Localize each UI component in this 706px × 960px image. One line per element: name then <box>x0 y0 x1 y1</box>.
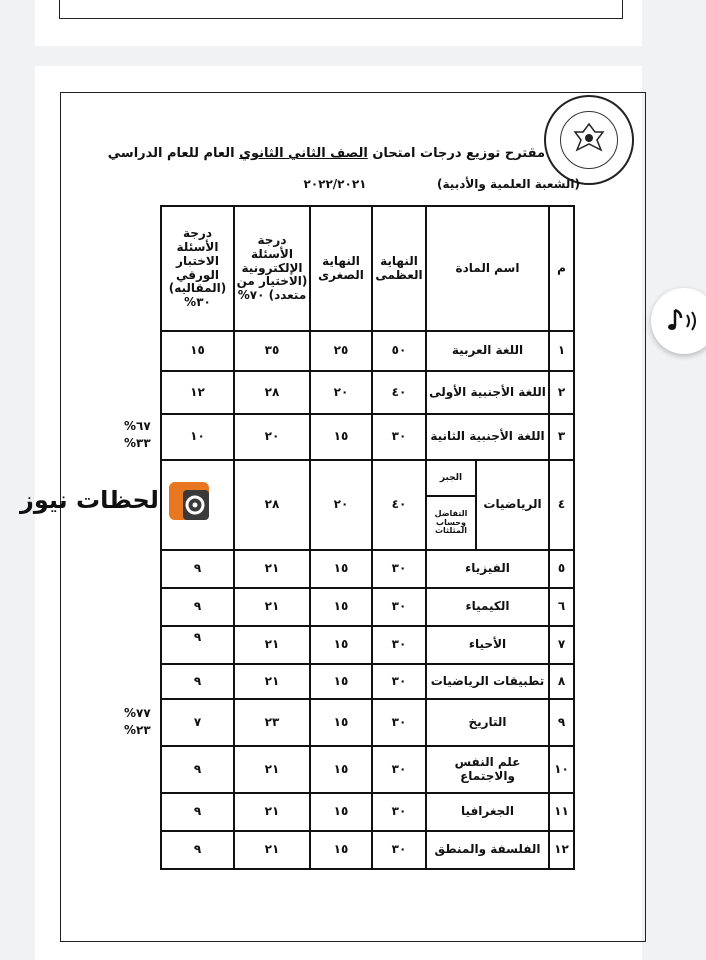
cell-electronic: ٢١ <box>234 746 310 793</box>
col-header-num: م <box>549 206 574 331</box>
table-row <box>161 626 574 664</box>
previous-card <box>35 0 642 46</box>
table-header-row <box>161 206 574 331</box>
cell-num: ٧ <box>549 626 574 664</box>
table-row <box>161 371 574 414</box>
cell-num: ١ <box>549 331 574 371</box>
cell-min: ١٥ <box>310 626 372 664</box>
cell-max: ٣٠ <box>372 588 426 626</box>
table-row <box>161 588 574 626</box>
cell-max: ٣٠ <box>372 699 426 746</box>
table-row <box>161 664 574 699</box>
cell-min: ١٥ <box>310 699 372 746</box>
cell-subject: التاريخ <box>426 699 549 746</box>
cell-max: ٣٠ <box>372 626 426 664</box>
cell-min: ١٥ <box>310 588 372 626</box>
previous-card-frame <box>59 0 623 19</box>
cell-max: ٤٠ <box>372 371 426 414</box>
cell-num: ٤ <box>549 460 574 550</box>
cell-paper: ٩ <box>161 831 234 869</box>
cell-electronic: ٢١ <box>234 626 310 664</box>
cell-min: ١٥ <box>310 550 372 588</box>
cell-paper: ٩ <box>161 550 234 588</box>
academic-year: ٢٠٢٢/٢٠٢١ <box>303 177 367 191</box>
cell-electronic: ٢٨ <box>234 460 310 550</box>
cell-min: ٢٥ <box>310 331 372 371</box>
cell-max: ٣٠ <box>372 793 426 831</box>
title-grade: الصف الثاني الثانوي <box>239 146 368 161</box>
cell-min: ١٥ <box>310 746 372 793</box>
table-row <box>161 550 574 588</box>
cell-max: ٣٠ <box>372 831 426 869</box>
cell-electronic: ٢١ <box>234 664 310 699</box>
cell-num: ١١ <box>549 793 574 831</box>
cell-subject-math <box>426 460 549 550</box>
cell-num: ١٠ <box>549 746 574 793</box>
cell-subject: تطبيقات الرياضيات <box>426 664 549 699</box>
col-header-max: النهاية العظمى <box>372 206 426 331</box>
cell-paper: ١٢ <box>161 371 234 414</box>
cell-max: ٥٠ <box>372 331 426 371</box>
grades-table <box>160 205 575 870</box>
cell-paper: ٩ <box>161 626 234 664</box>
table-row <box>161 831 574 869</box>
audio-icon <box>667 306 701 336</box>
cell-num: ٩ <box>549 699 574 746</box>
cell-subject: الفلسفة والمنطق <box>426 831 549 869</box>
cell-paper: ٩ <box>161 664 234 699</box>
cell-subject: اللغة العربية <box>426 331 549 371</box>
cell-max: ٣٠ <box>372 664 426 699</box>
cell-max: ٣٠ <box>372 414 426 460</box>
cell-min: ٢٠ <box>310 460 372 550</box>
cell-electronic: ٣٥ <box>234 331 310 371</box>
cell-electronic: ٢١ <box>234 793 310 831</box>
col-header-paper: درجة الأسئلة الاختبار الورقي (المقاليه) ٣٠% <box>161 206 234 331</box>
ministry-seal-icon <box>544 95 634 185</box>
cell-subject: علم النفس والاجتماع <box>426 746 549 793</box>
cell-min: ١٥ <box>310 793 372 831</box>
col-header-electronic: درجة الأسئلة الإلكترونية (الاختيار من متعدد) ٧٠% <box>234 206 310 331</box>
cell-electronic: ٢١ <box>234 550 310 588</box>
side-note-line: %٦٧ <box>124 419 151 433</box>
table-row <box>161 793 574 831</box>
track-label: (الشعبة العلمية والأدبية) <box>437 177 580 191</box>
cell-num: ٦ <box>549 588 574 626</box>
page-title <box>107 146 545 161</box>
table-row <box>161 414 574 460</box>
cell-num: ٥ <box>549 550 574 588</box>
table-row <box>161 331 574 371</box>
cell-min: ١٥ <box>310 414 372 460</box>
cell-min: ١٥ <box>310 664 372 699</box>
cell-subject: اللغة الأجنبية الأولى <box>426 371 549 414</box>
cell-num: ٣ <box>549 414 574 460</box>
title-pre: مقترح توزيع درجات امتحان <box>367 146 545 161</box>
cell-electronic: ٢٠ <box>234 414 310 460</box>
watermark-text: لحظات نيوز <box>20 486 159 514</box>
side-note-line: %٣٣ <box>124 436 151 450</box>
cell-min: ١٥ <box>310 831 372 869</box>
cell-subject: الكيمياء <box>426 588 549 626</box>
cell-paper: ١٥ <box>161 331 234 371</box>
cell-subject: الجغرافيا <box>426 793 549 831</box>
side-note-line: %٢٣ <box>124 723 151 737</box>
cell-subject: الأحياء <box>426 626 549 664</box>
cell-electronic: ٢٣ <box>234 699 310 746</box>
side-note-languages <box>124 418 151 452</box>
cell-electronic: ٢١ <box>234 831 310 869</box>
cell-paper: ٩ <box>161 588 234 626</box>
cell-subsubject-algebra: الجبر <box>427 461 475 497</box>
news-logo-icon <box>165 476 213 524</box>
cell-paper: ١٠ <box>161 414 234 460</box>
cell-max: ٤٠ <box>372 460 426 550</box>
cell-paper: ٩ <box>161 746 234 793</box>
cell-electronic: ٢٨ <box>234 371 310 414</box>
cell-num: ٨ <box>549 664 574 699</box>
cell-subsubject-calculus: التفاضل وحساب المثلثات <box>434 508 468 536</box>
side-note-history <box>124 705 151 739</box>
cell-subject: الفيزياء <box>426 550 549 588</box>
cell-paper: ٧ <box>161 699 234 746</box>
table-row <box>161 746 574 793</box>
cell-num: ١٢ <box>549 831 574 869</box>
cell-max: ٣٠ <box>372 550 426 588</box>
title-post: العام للعام الدراسي <box>107 146 240 161</box>
cell-max: ٣٠ <box>372 746 426 793</box>
col-header-subject: اسم المادة <box>426 206 549 331</box>
col-header-min: النهاية الصغرى <box>310 206 372 331</box>
table-row <box>161 699 574 746</box>
cell-subject: الرياضيات <box>483 497 542 512</box>
side-note-line: %٧٧ <box>124 706 151 720</box>
watermark <box>20 476 225 524</box>
cell-num: ٢ <box>549 371 574 414</box>
cell-subject: اللغة الأجنبية الثانية <box>426 414 549 460</box>
cell-paper: ٩ <box>161 793 234 831</box>
cell-min: ٢٠ <box>310 371 372 414</box>
cell-electronic: ٢١ <box>234 588 310 626</box>
